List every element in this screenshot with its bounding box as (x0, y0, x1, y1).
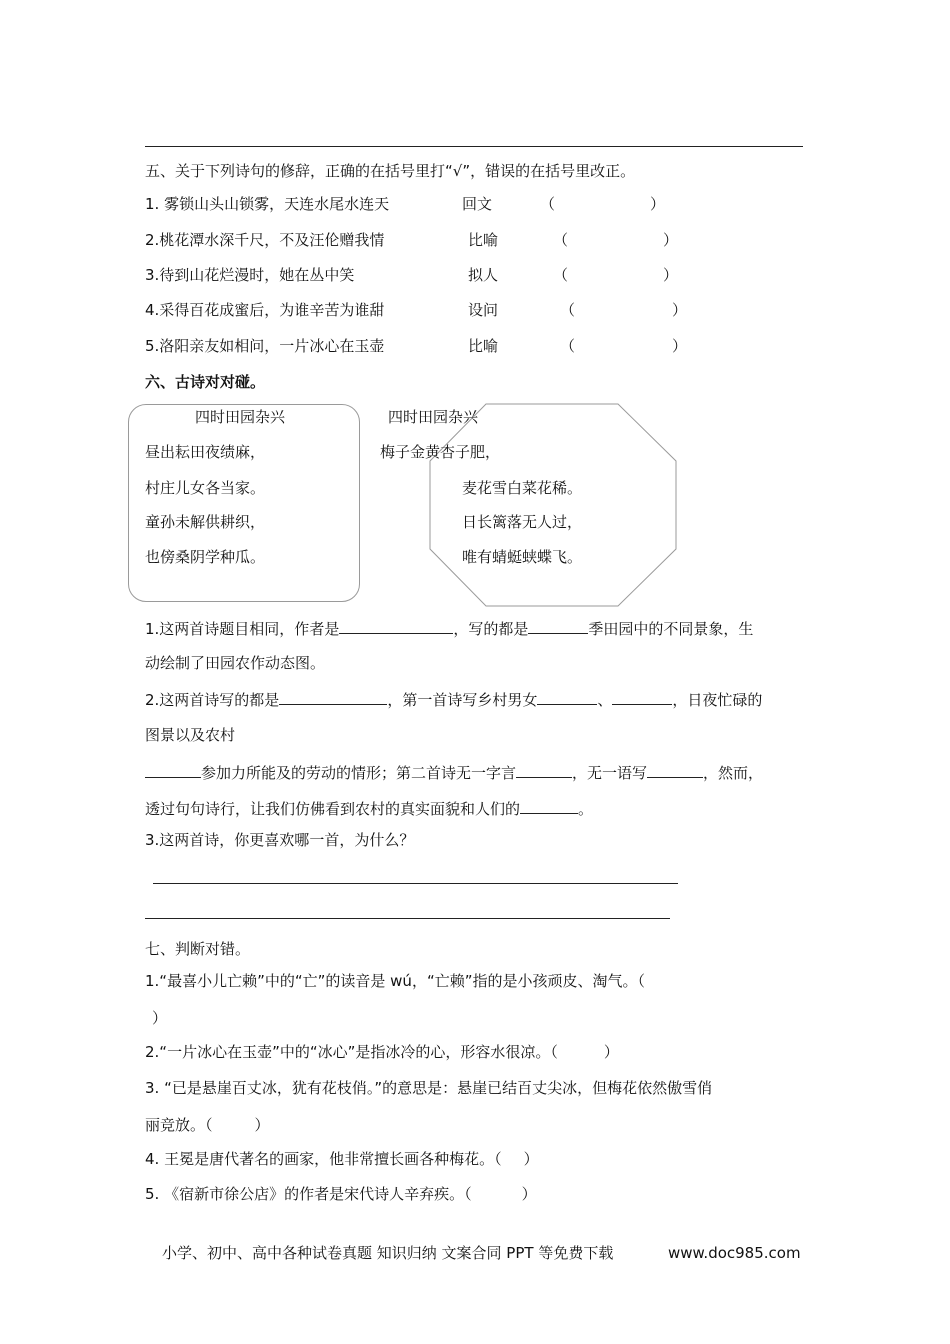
s6-q2-blank-3[interactable] (612, 690, 672, 705)
s6-q3-answer-line2[interactable] (145, 918, 670, 919)
s7-item2-paren-close[interactable]: ） (603, 1043, 619, 1061)
s5-item1-type: 回文 (462, 195, 493, 213)
s6-q2-line3 (145, 763, 763, 781)
poem2-line2: 麦花雪白菜花稀。 (462, 479, 583, 497)
s5-item2-paren-close[interactable]: ） (663, 231, 679, 249)
s5-item5-paren-close[interactable]: ） (672, 337, 688, 355)
s5-item2-paren-open[interactable]: （ (553, 231, 569, 249)
s6-q2-text-h: ，然而， (703, 764, 764, 782)
poem2-line4: 唯有蜻蜓蛱蝶飞。 (462, 548, 583, 566)
s5-item1-text: 1. 雾锁山头山锁雾，天连水尾水连天 (145, 195, 390, 213)
s7-item5-text: 5. 《宿新市徐公店》的作者是宋代诗人辛弃疾。（ (145, 1185, 472, 1203)
s6-q2-text-i: 透过句句诗行，让我们仿佛看到农村的真实面貌和人们的 (145, 800, 521, 818)
s7-item1-line2[interactable]: ） (152, 1009, 168, 1027)
s6-q1-blank-author[interactable] (339, 619, 453, 634)
s6-q1-blank-season[interactable] (528, 619, 588, 634)
s5-item4-type: 设问 (468, 301, 499, 319)
s5-item4-paren-close[interactable]: ） (672, 301, 688, 319)
s6-q1-line2: 动绘制了田园农作动态图。 (145, 654, 326, 672)
s6-q2-blank-6[interactable] (647, 763, 703, 778)
s7-item2-text: 2.“一片冰心在玉壶”中的“冰心”是指冰冷的心，形容水很凉。（ (145, 1043, 558, 1061)
s5-item4-text: 4.采得百花成蜜后，为谁辛苦为谁甜 (145, 301, 385, 319)
s5-item3-type: 拟人 (468, 266, 499, 284)
s7-item4-paren-close[interactable]: ） (523, 1150, 539, 1168)
poem2-line3: 日长篱落无人过， (462, 513, 583, 531)
footer-link[interactable]: www.doc985.com (668, 1244, 801, 1262)
poem1-box (128, 404, 360, 602)
s5-item3-paren-close[interactable]: ） (663, 266, 679, 284)
s6-q2-blank-4[interactable] (145, 763, 201, 778)
s7-item2 (145, 1045, 619, 1060)
s6-q2-text-a: 2.这两首诗写的都是 (145, 691, 280, 709)
s7-item5-paren-close[interactable]: ） (521, 1185, 537, 1203)
section5-title: 五、关于下列诗句的修辞，正确的在括号里打“√”，错误的在括号里改正。 (145, 162, 636, 180)
poem1-line4: 也傍桑阴学种瓜。 (145, 548, 266, 566)
poem1-line3: 童孙未解供耕织， (145, 513, 266, 531)
s5-item3-paren-open[interactable]: （ (553, 266, 569, 284)
poem1-line2: 村庄儿女各当家。 (145, 479, 266, 497)
s6-q2-line4 (145, 799, 593, 817)
poem2-octagon-frame (428, 403, 678, 607)
s7-item1-line1: 1.“最喜小儿亡赖”中的“亡”的读音是 wú，“亡赖”指的是小孩顽皮、淘气。（ (145, 972, 645, 990)
s6-q1-line1 (145, 619, 753, 637)
s5-item5-text: 5.洛阳亲友如相问，一片冰心在玉壶 (145, 337, 385, 355)
s7-item4 (145, 1152, 539, 1167)
s6-q2-blank-7[interactable] (520, 799, 578, 814)
answer-line-top (145, 146, 803, 147)
section7-title: 七、判断对错。 (145, 940, 251, 958)
s6-q2-blank-2[interactable] (537, 690, 597, 705)
s6-q3-answer-line1[interactable] (153, 883, 678, 884)
s6-q2-line2: 图景以及农村 (145, 726, 236, 744)
s6-q2-text-b: ，第一首诗写乡村男女 (387, 691, 538, 709)
s5-item2-text: 2.桃花潭水深千尺，不及汪伦赠我情 (145, 231, 385, 249)
s6-q3: 3.这两首诗，你更喜欢哪一首，为什么？ (145, 831, 415, 849)
poem1-title: 四时田园杂兴 (195, 408, 286, 426)
s7-item3-line1: 3. “已是悬崖百丈冰，犹有花枝俏。”的意思是：悬崖已结百丈尖冰，但梅花依然傲雪俏 (145, 1079, 713, 1097)
s6-q2-text-g: ，无一语写 (572, 764, 648, 782)
s6-q1-text-c: 季田园中的不同景象，生 (588, 620, 754, 638)
s7-item3-paren-close[interactable]: ） (254, 1116, 270, 1134)
s6-q2-text-d: ，日夜忙碌的 (672, 691, 763, 709)
s5-item2-type: 比喻 (468, 231, 499, 249)
section6-title: 六、古诗对对碰。 (145, 373, 266, 391)
poem1-line1: 昼出耘田夜绩麻， (145, 443, 266, 461)
s6-q1-text-b: ，写的都是 (453, 620, 529, 638)
s5-item5-type: 比喻 (468, 337, 499, 355)
footer-left: 小学、初中、高中各种试卷真题 知识归纳 文案合同 PPT 等免费下载 (162, 1244, 614, 1262)
s5-item1-paren-close[interactable]: ） (650, 195, 666, 213)
s7-item4-text: 4. 王冕是唐代著名的画家，他非常擅长画各种梅花。（ (145, 1150, 502, 1168)
s6-q2-blank-1[interactable] (279, 690, 387, 705)
s5-item5-paren-open[interactable]: （ (560, 337, 576, 355)
s6-q2-text-j: 。 (578, 800, 594, 818)
poem2-title: 四时田园杂兴 (388, 408, 479, 426)
s6-q2-blank-5[interactable] (516, 763, 572, 778)
s5-item1-paren-open[interactable]: （ (540, 195, 556, 213)
s7-item3-line2 (145, 1118, 270, 1133)
s5-item3-text: 3.待到山花烂漫时，她在丛中笑 (145, 266, 355, 284)
s6-q1-text-a: 1.这两首诗题目相同，作者是 (145, 620, 340, 638)
s7-item5 (145, 1187, 537, 1202)
s5-item4-paren-open[interactable]: （ (560, 301, 576, 319)
s6-q2-text-f: 参加力所能及的劳动的情形；第二首诗无一字言 (201, 764, 517, 782)
poem2-line1: 梅子金黄杏子肥， (380, 443, 501, 461)
s6-q2-text-c: 、 (597, 691, 613, 709)
s6-q2-line1 (145, 690, 762, 708)
s7-item3-text: 丽竞放。（ (145, 1116, 213, 1134)
